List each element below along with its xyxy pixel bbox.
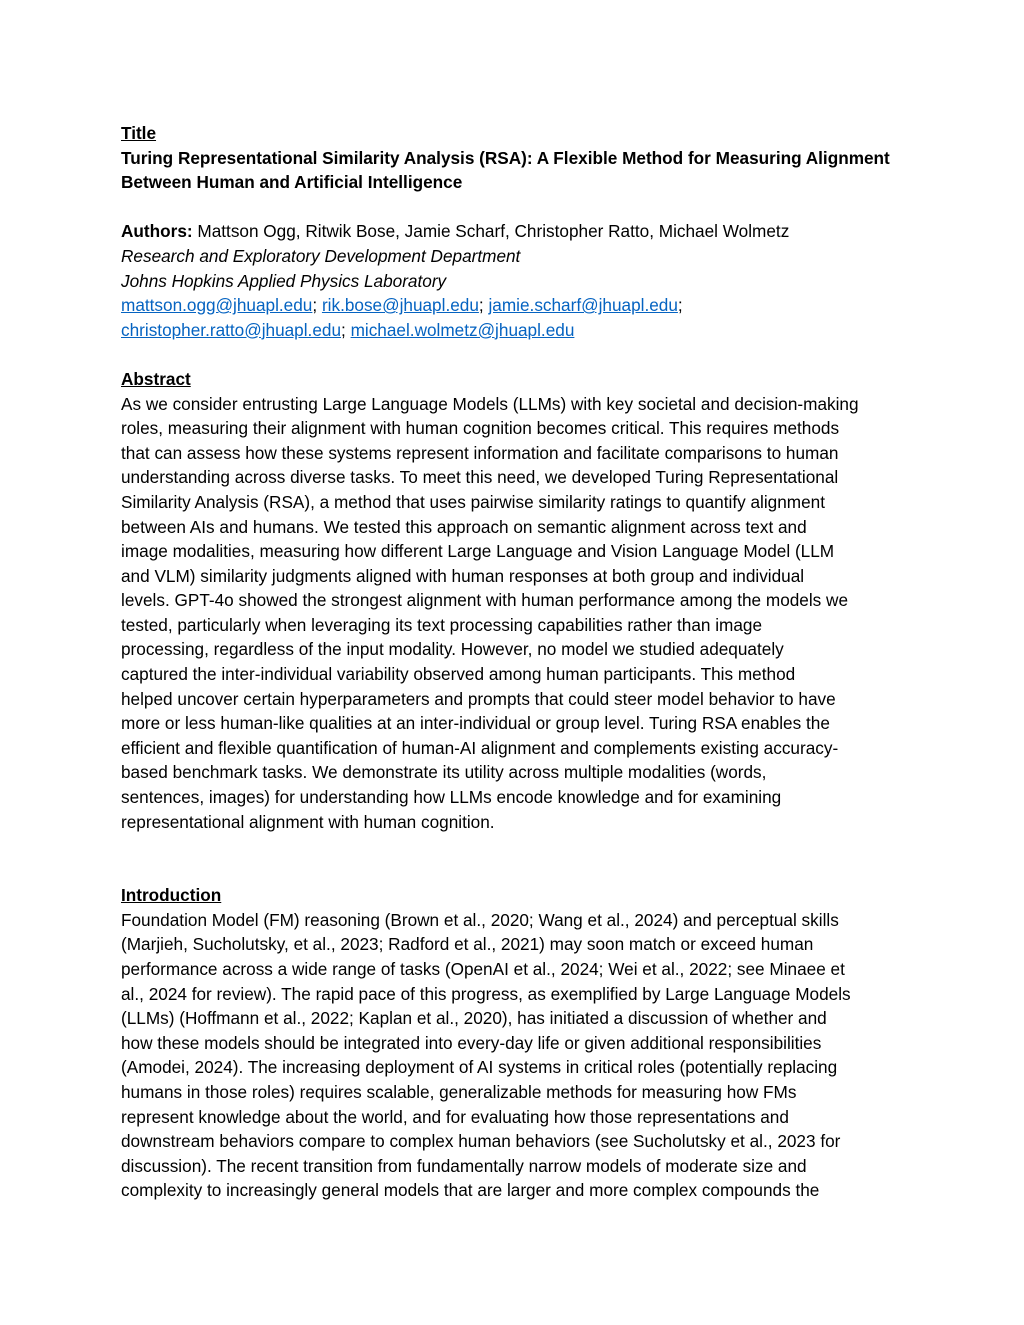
text-line: more or less human-like qualities at an inter-individual or group level. Turing RSA enables the	[121, 713, 830, 734]
text-line: that can assess how these systems represent information and facilitate comparisons to human	[121, 442, 839, 463]
abstract-heading: Abstract	[121, 368, 191, 389]
text-line: based benchmark tasks. We demonstrate its utility across multiple modalities (words,	[121, 762, 767, 783]
text-line: humans in those roles) requires scalable, generalizable methods for measuring how FMs	[121, 1081, 797, 1102]
title-line: Turing Representational Similarity Analysis (RSA): A Flexible Method for Measuring Alignment	[121, 147, 890, 168]
text-line: downstream behaviors compare to complex human behaviors (see Sucholutsky et al., 2023 for	[121, 1131, 841, 1152]
institution: Johns Hopkins Applied Physics Laboratory	[121, 270, 447, 291]
text-line: levels. GPT-4o showed the strongest alignment with human performance among the models we	[121, 590, 849, 611]
text-line: captured the inter-individual variability observed among human participants. This method	[121, 664, 796, 685]
department: Research and Exploratory Development Department	[121, 245, 521, 266]
email-line	[121, 318, 911, 343]
email-link-bose[interactable]: rik.bose@jhuapl.edu	[321, 295, 479, 316]
text-line: between AIs and humans. We tested this approach on semantic alignment across text and	[121, 516, 807, 537]
abstract-body	[121, 392, 911, 835]
introduction-body	[121, 908, 911, 1203]
text-line: Foundation Model (FM) reasoning (Brown et al., 2020; Wang et al., 2024) and perceptual skills	[121, 909, 839, 930]
text-line: efficient and flexible quantification of human-AI alignment and complements existing accuracy-	[121, 737, 839, 758]
text-line: performance across a wide range of tasks (OpenAI et al., 2024; Wei et al., 2022; see Minaee et	[121, 959, 845, 979]
text-line: representational alignment with human cognition.	[121, 811, 495, 832]
email-separator: ;	[312, 295, 318, 316]
title-heading: Title	[121, 123, 157, 143]
text-line: roles, measuring their alignment with human cognition becomes critical. This requires methods	[121, 418, 840, 439]
text-line: complexity to increasingly general models that are larger and more complex compounds the	[121, 1180, 820, 1201]
title-line: Between Human and Artificial Intelligence	[121, 172, 463, 193]
email-separator: ;	[677, 295, 683, 316]
text-line: helped uncover certain hyperparameters and prompts that could steer model behavior to have	[121, 688, 836, 709]
email-line	[121, 293, 911, 318]
text-line: (Amodei, 2024). The increasing deployment of AI systems in critical roles (potentially replacing	[121, 1057, 838, 1078]
email-link-wolmetz[interactable]: michael.wolmetz@jhuapl.edu	[350, 319, 575, 340]
authors-line	[121, 219, 911, 244]
text-line: discussion). The recent transition from fundamentally narrow models of moderate size and	[121, 1155, 807, 1176]
text-line: understanding across diverse tasks. To meet this need, we developed Turing Representational	[121, 467, 839, 488]
text-line: and VLM) similarity judgments aligned with human responses at both group and individual	[121, 565, 805, 586]
paper-title	[121, 146, 911, 195]
text-line: al., 2024 for review). The rapid pace of this progress, as exemplified by Large Language Models	[121, 983, 851, 1004]
introduction-heading: Introduction	[121, 885, 222, 906]
paper-page	[121, 121, 911, 1203]
text-line: (LLMs) (Hoffmann et al., 2022; Kaplan et al., 2020), has initiated a discussion of whether and	[121, 1008, 827, 1029]
text-line: tested, particularly when leveraging its text processing capabilities rather than image	[121, 614, 763, 635]
email-link-scharf[interactable]: jamie.scharf@jhuapl.edu	[488, 295, 678, 316]
text-line: image modalities, measuring how different Large Language and Vision Language Model (LLM	[121, 541, 835, 562]
text-line: As we consider entrusting Large Language Models (LLMs) with key societal and decision-making	[121, 393, 859, 414]
text-line: represent knowledge about the world, and for evaluating how those representations and	[121, 1106, 789, 1127]
text-line: (Marjieh, Sucholutsky, et al., 2023; Radford et al., 2021) may soon match or exceed human	[121, 934, 814, 955]
email-link-ogg[interactable]: mattson.ogg@jhuapl.edu	[121, 295, 313, 316]
text-line: processing, regardless of the input modality. However, no model we studied adequately	[121, 639, 784, 660]
author-names: Mattson Ogg, Ritwik Bose, Jamie Scharf, Christopher Ratto, Michael Wolmetz	[197, 221, 790, 242]
email-list	[121, 293, 911, 342]
email-separator: ;	[478, 295, 484, 316]
email-separator: ;	[341, 319, 346, 340]
text-line: sentences, images) for understanding how LLMs encode knowledge and for examining	[121, 787, 782, 808]
email-link-ratto[interactable]: christopher.ratto@jhuapl.edu	[121, 319, 342, 340]
authors-label: Authors:	[121, 221, 193, 242]
text-line: how these models should be integrated into every-day life or given additional responsibilities	[121, 1032, 822, 1053]
text-line: Similarity Analysis (RSA), a method that uses pairwise similarity ratings to quantify alignment	[121, 491, 826, 512]
